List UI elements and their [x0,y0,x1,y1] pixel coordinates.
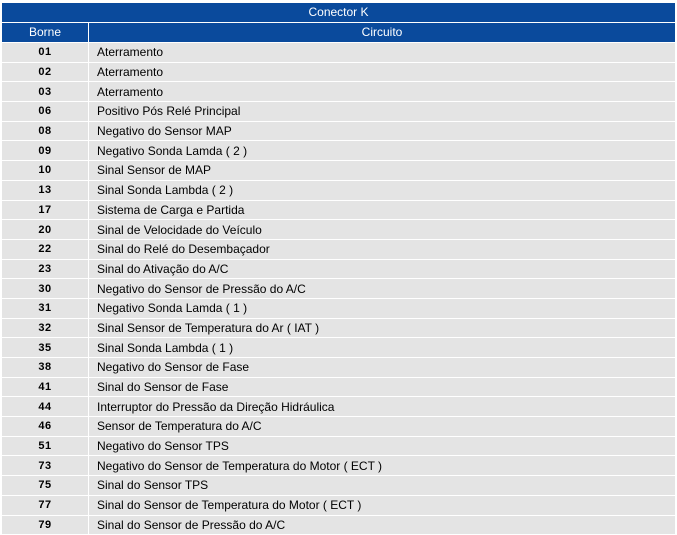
circuito-cell: Negativo do Sensor de Pressão do A/C [89,279,675,299]
circuito-cell: Aterramento [89,63,675,83]
borne-cell: 73 [2,456,89,476]
borne-cell: 32 [2,319,89,339]
table-row [2,220,675,240]
table-row [2,260,675,280]
borne-cell: 30 [2,279,89,299]
table-row [2,437,675,457]
circuito-cell: Negativo do Sensor MAP [89,122,675,142]
table-row [2,338,675,358]
borne-cell: 08 [2,122,89,142]
table-row [2,476,675,496]
table-row [2,358,675,378]
borne-cell: 22 [2,240,89,260]
table-row [2,496,675,516]
table-row [2,319,675,339]
borne-cell: 17 [2,201,89,221]
circuito-cell: Sinal do Relé do Desembaçador [89,240,675,260]
circuito-cell: Sistema de Carga e Partida [89,201,675,221]
table-row [2,122,675,142]
table-row [2,417,675,437]
circuito-cell: Positivo Pós Relé Principal [89,102,675,122]
table-row [2,299,675,319]
borne-cell: 13 [2,181,89,201]
borne-cell: 31 [2,299,89,319]
borne-cell: 10 [2,161,89,181]
table-row [2,240,675,260]
borne-cell: 51 [2,437,89,457]
table-body [2,43,675,535]
table-row [2,516,675,535]
circuito-cell: Sinal Sensor de MAP [89,161,675,181]
borne-cell: 79 [2,516,89,535]
table-row [2,161,675,181]
table-row [2,397,675,417]
borne-cell: 46 [2,417,89,437]
borne-cell: 03 [2,82,89,102]
borne-cell: 35 [2,338,89,358]
table-row [2,456,675,476]
circuito-cell: Negativo Sonda Lamda ( 1 ) [89,299,675,319]
borne-cell: 23 [2,260,89,280]
table-row [2,141,675,161]
table-row [2,181,675,201]
borne-cell: 41 [2,378,89,398]
table-row [2,201,675,221]
circuito-cell: Sinal do Sensor TPS [89,476,675,496]
table-title-row [2,3,675,23]
borne-cell: 75 [2,476,89,496]
table-row [2,63,675,83]
column-header-circuito: Circuito [89,23,675,43]
circuito-cell: Interruptor do Pressão da Direção Hidráulica [89,397,675,417]
circuito-cell: Sinal Sonda Lambda ( 1 ) [89,338,675,358]
borne-cell: 20 [2,220,89,240]
borne-cell: 44 [2,397,89,417]
circuito-cell: Sinal do Sensor de Temperatura do Motor ( ECT ) [89,496,675,516]
borne-cell: 38 [2,358,89,378]
borne-cell: 77 [2,496,89,516]
borne-cell: 06 [2,102,89,122]
circuito-cell: Negativo do Sensor de Temperatura do Motor ( ECT ) [89,456,675,476]
borne-cell: 09 [2,141,89,161]
circuito-cell: Sinal do Sensor de Fase [89,378,675,398]
connector-table-container [2,3,675,535]
connector-table [2,3,675,535]
circuito-cell: Sensor de Temperatura do A/C [89,417,675,437]
borne-cell: 02 [2,63,89,83]
circuito-cell: Sinal Sensor de Temperatura do Ar ( IAT ) [89,319,675,339]
circuito-cell: Negativo do Sensor TPS [89,437,675,457]
borne-cell: 01 [2,43,89,63]
circuito-cell: Aterramento [89,82,675,102]
table-header-row [2,23,675,43]
circuito-cell: Aterramento [89,43,675,63]
table-row [2,102,675,122]
circuito-cell: Sinal Sonda Lambda ( 2 ) [89,181,675,201]
table-row [2,279,675,299]
circuito-cell: Negativo do Sensor de Fase [89,358,675,378]
table-title: Conector K [2,3,675,23]
column-header-borne: Borne [2,23,89,43]
circuito-cell: Sinal de Velocidade do Veículo [89,220,675,240]
table-row [2,43,675,63]
table-row [2,378,675,398]
circuito-cell: Sinal do Ativação do A/C [89,260,675,280]
circuito-cell: Sinal do Sensor de Pressão do A/C [89,516,675,535]
table-row [2,82,675,102]
circuito-cell: Negativo Sonda Lamda ( 2 ) [89,141,675,161]
